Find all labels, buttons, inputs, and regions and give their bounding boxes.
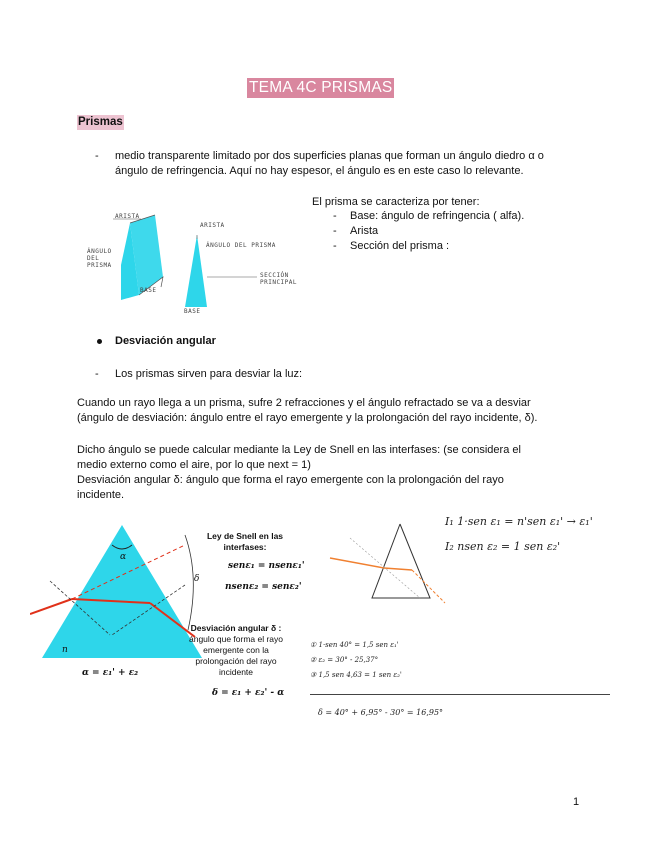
list-dash: -	[95, 368, 99, 380]
handwritten-line-2: I₂ nsen ε₂ = 1 sen ε₂'	[445, 540, 561, 553]
list-dash: -	[333, 210, 337, 222]
label-base-left: BASE	[140, 287, 157, 294]
snell-eq-2: nsenε₂ = senε₂'	[225, 582, 302, 592]
section-heading-desviacion: Desviación angular	[115, 335, 216, 347]
alpha-symbol: α	[120, 552, 127, 562]
para2-line1: Dicho ángulo se puede calcular mediante la Ley de Snell en las interfases: (se considera el	[77, 444, 521, 456]
para1-line1: Cuando un rayo llega a un prisma, sufre 2 refracciones y el ángulo refractado se va a desviar	[77, 397, 531, 409]
label-seccion-principal: SECCIÓN PRINCIPAL	[260, 272, 298, 286]
characteristic-base: Base: ángulo de refringencia ( alfa).	[350, 210, 525, 222]
snell-title-1: Ley de Snell en las	[206, 531, 284, 541]
dev-note-1: Desviación angular δ :	[190, 623, 282, 633]
dev-note-3: emergente con la	[203, 645, 269, 655]
desviacion-item: Los prismas sirven para desviar la luz:	[115, 368, 303, 380]
label-angulo-prisma: ÁNGULO DEL PRISMA	[87, 248, 112, 269]
n-symbol: n	[62, 645, 68, 655]
bullet-dot	[97, 339, 102, 344]
incident-ray	[30, 599, 72, 614]
para3-line1: Desviación angular δ: ángulo que forma el rayo emergente con la prolongación del rayo	[77, 474, 504, 486]
dev-note-4: prolongación del rayo	[195, 656, 277, 666]
characteristics-intro: El prisma se caracteriza por tener:	[312, 196, 480, 208]
para3-line2: incidente.	[77, 489, 125, 501]
para1-line2: (ángulo de desviación: ángulo entre el rayo emergente y la prolongación del rayo incidente, δ).	[77, 412, 538, 424]
label-angulo-del-prisma: ÁNGULO DEL PRISMA	[206, 242, 276, 249]
list-dash: -	[333, 240, 337, 252]
para2-line2: medio externo como el aire, por lo que next = 1)	[77, 459, 311, 471]
alpha-formula: α = ε₁' + ε₂	[82, 668, 139, 678]
dev-formula: δ = ε₁ + ε₂' - α	[212, 688, 285, 698]
definition-line-2: ángulo de refringencia. Aquí no hay espesor, el ángulo es en este caso lo relevante.	[115, 165, 524, 177]
snell-eq-1: senε₁ = nsenε₁'	[228, 561, 305, 571]
prism-triangle	[42, 525, 202, 658]
handwritten-prism-sketch	[320, 518, 450, 608]
section-heading-prismas: Prismas	[78, 116, 123, 128]
label-base-right: BASE	[184, 308, 201, 315]
characteristic-seccion: Sección del prisma :	[350, 240, 450, 252]
handwritten-divider	[310, 694, 610, 695]
label-arista-right: ARISTA	[200, 222, 225, 229]
dev-note-5: incidente	[218, 667, 254, 677]
handwritten-line-1: I₁ 1·sen ε₁ = n'sen ε₁' → ε₁'	[445, 515, 593, 528]
list-dash: -	[333, 225, 337, 237]
handwritten-calc-1: ① 1·sen 40° = 1,5 sen ε₁'	[310, 641, 399, 649]
delta-symbol: δ	[194, 574, 200, 584]
page-title: TEMA 4C PRISMAS	[249, 79, 393, 96]
characteristic-arista: Arista	[350, 225, 379, 237]
prism-section	[185, 235, 207, 307]
deviation-diagram	[30, 515, 210, 690]
handwritten-calc-2: ② ε₂ = 30° - 25,37°	[310, 656, 379, 664]
dev-note-2: ángulo que forma el rayo	[188, 634, 284, 644]
handwritten-calc-3: ③ 1,5 sen 4,63 = 1 sen ε₂'	[310, 671, 402, 679]
definition-line-1: medio transparente limitado por dos superficies planas que forman un ángulo diedro α o	[115, 150, 544, 162]
label-arista-left: ARISTA	[115, 213, 140, 220]
handwritten-result: δ = 40° + 6,95° - 30° = 16,95°	[318, 708, 444, 717]
page-number: 1	[573, 796, 580, 808]
snell-title-2: interfases:	[223, 542, 267, 552]
list-dash: -	[95, 150, 99, 162]
